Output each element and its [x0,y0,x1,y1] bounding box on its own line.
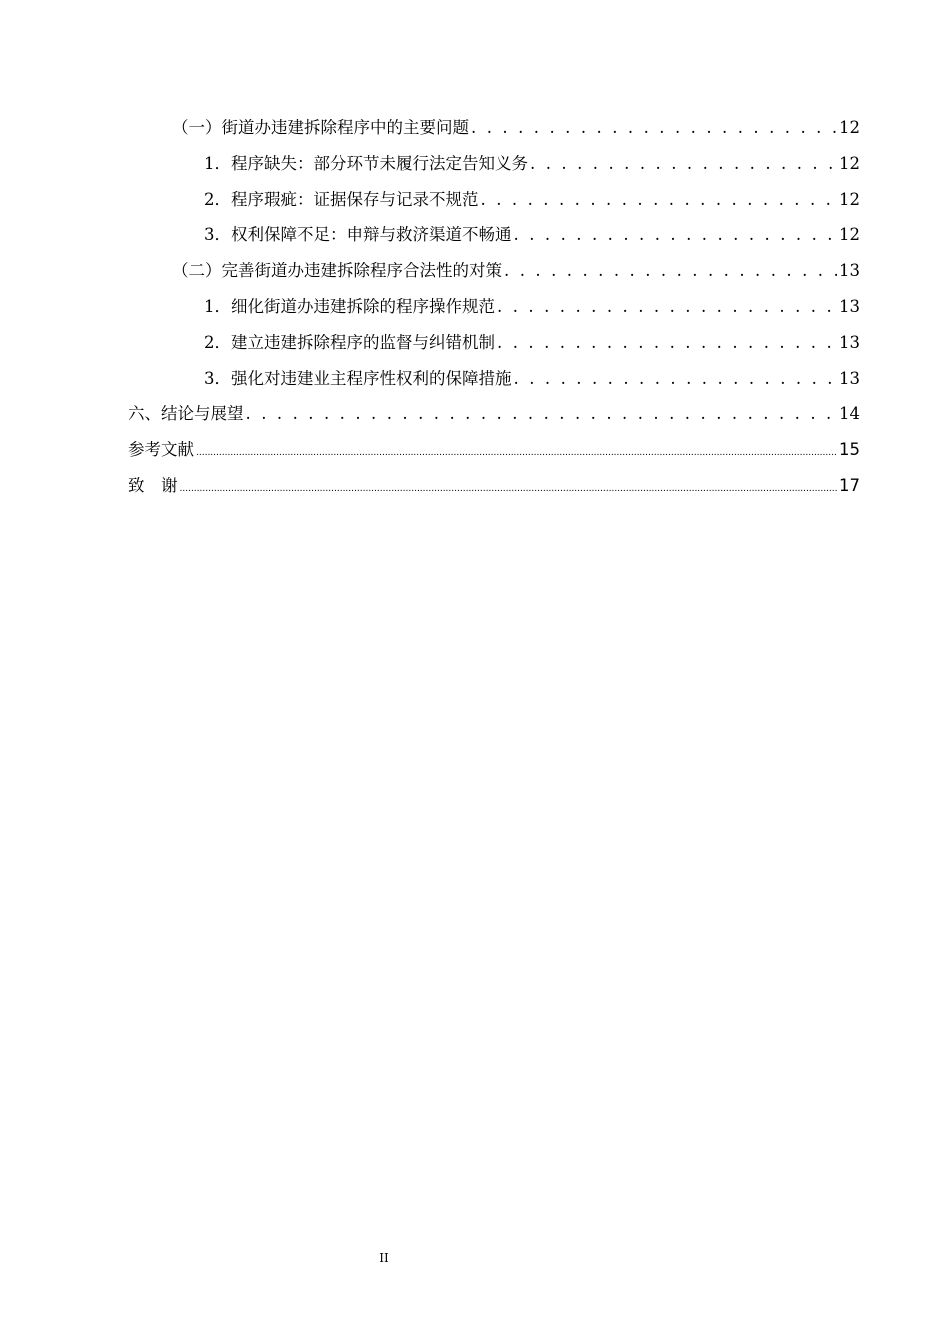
toc-entry[interactable] [128,438,860,474]
toc-dot-leader [180,477,838,501]
toc-dot-leader [514,367,838,391]
toc-entry-page: 13 [839,332,860,352]
toc-entry[interactable] [128,331,860,367]
toc-dot-leader [471,116,837,140]
toc-entry-title: 1．程序缺失：部分环节未履行法定告知义务 [204,153,528,173]
toc-entry-title: 致 谢 [128,475,178,495]
toc-entry-page: 14 [839,404,860,424]
toc-entry-page: 12 [839,118,860,137]
toc-entry-title: 2．建立违建拆除程序的监督与纠错机制 [204,332,495,352]
toc-entry-page: 17 [839,475,860,495]
toc-entry-page: 12 [839,189,860,209]
toc-dot-leader [530,152,837,176]
toc-entry-title: （二）完善街道办违建拆除程序合法性的对策 [172,261,502,281]
toc-dot-leader [246,402,838,426]
toc-entry[interactable] [128,116,860,152]
toc-dot-leader [196,441,837,465]
toc-entry-title: 六、结论与展望 [128,404,244,424]
toc-entry-page: 12 [839,225,860,245]
toc-entry-page: 15 [839,440,860,460]
toc-entry[interactable] [128,223,860,259]
toc-entry-title: 参考文献 [128,440,194,460]
page-number: II [379,1251,389,1265]
toc-entry[interactable] [128,402,860,438]
toc-dot-leader [481,188,838,212]
toc-entry-page: 13 [839,261,860,281]
toc-dot-leader [514,223,838,247]
toc-entry[interactable] [128,188,860,224]
toc-entry-title: 1．细化街道办违建拆除的程序操作规范 [204,296,495,316]
toc-entry[interactable] [128,367,860,403]
toc-entry-title: （一）街道办违建拆除程序中的主要问题 [172,118,469,137]
toc-dot-leader [504,259,837,283]
toc-entry[interactable] [128,152,860,188]
toc-entry[interactable] [128,474,860,510]
toc-entry[interactable] [128,259,860,295]
toc-dot-leader [497,295,837,319]
toc-entry-title: 3．权利保障不足：申辩与救济渠道不畅通 [204,225,512,245]
toc-entry-page: 12 [839,153,860,173]
toc-entry-page: 13 [839,296,860,316]
toc-entry[interactable] [128,295,860,331]
toc-entry-title: 2．程序瑕疵：证据保存与记录不规范 [204,189,479,209]
toc-entry-page: 13 [839,368,860,388]
toc-entry-title: 3．强化对违建业主程序性权利的保障措施 [204,368,512,388]
table-of-contents [128,116,860,510]
toc-dot-leader [497,331,837,355]
